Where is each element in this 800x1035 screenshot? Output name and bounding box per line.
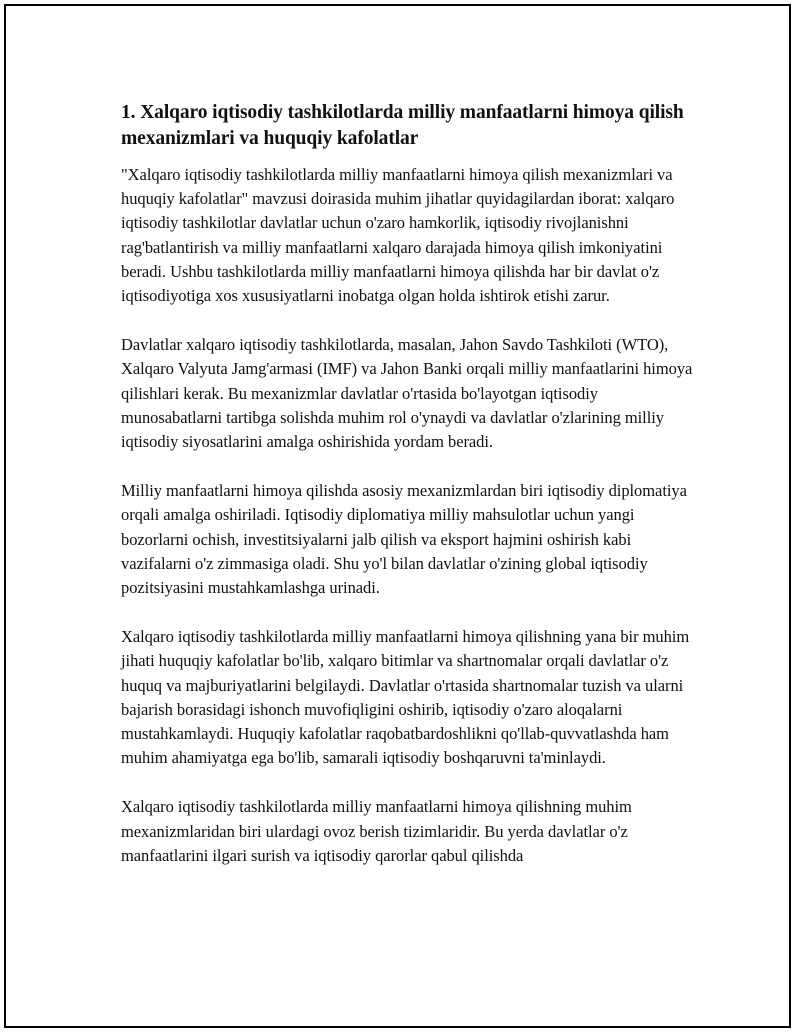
paragraph: Milliy manfaatlarni himoya qilishda asosiy mexanizmlardan biri iqtisodiy diplomatiya orqali amalga oshiriladi. Iqtisodiy diplomatiya milliy mahsulotlar uchun yangi bozorlarni ochish, investitsiyalarni jalb qilish va eksport hajmini oshirish kabi vazifalarni o'z zimmasiga oladi. Shu yo'l bilan davlatlar o'zining global iqtisodiy pozitsiyasini mustahkamlashga urinadi. bbox=[121, 481, 687, 598]
document-title: 1. Xalqaro iqtisodiy tashkilotlarda milliy manfaatlarni himoya qilish mexanizmlari va huquqiy kafolatlar bbox=[121, 102, 684, 149]
paragraph: "Xalqaro iqtisodiy tashkilotlarda milliy manfaatlarni himoya qilish mexanizmlari va huquqiy kafolatlar" mavzusi doirasida muhim jihatlar quyidagilardan iborat: xalqaro iqtisodiy tashkilotlar davlatlar uchun o'zaro hamkorlik, iqtisodiy rivojlanishni rag'batlantirish va milliy manfaatlarni xalqaro darajada himoya qilish imkoniyatini beradi. Ushbu tashkilotlarda milliy manfaatlarni himoya qilishda har bir davlat o'z iqtisodiyotiga xos xususiyatlarni inobatga olgan holda ishtirok etishi zarur. bbox=[121, 165, 675, 306]
paragraph: Xalqaro iqtisodiy tashkilotlarda milliy manfaatlarni himoya qilishning muhim mexanizmlaridan biri ulardagi ovoz berish tizimlaridir. Bu yerda davlatlar o'z manfaatlarini ilgari surish va iqtisodiy qarorlar qabul qilishda bbox=[121, 797, 632, 865]
document-body bbox=[121, 100, 701, 893]
paragraph: Xalqaro iqtisodiy tashkilotlarda milliy manfaatlarni himoya qilishning yana bir muhim jihati huquqiy kafolatlar bo'lib, xalqaro bitimlar va shartnomalar orqali davlatlar o'z huquq va majburiyatlarini belgilaydi. Davlatlar o'rtasida shartnomalar tuzish va ularni bajarish borasidagi ishonch muvofiqligini oshirib, iqtisodiy o'zaro aloqalarni mustahkamlaydi. Huquqiy kafolatlar raqobatbardoshlikni qo'llab-quvvatlashda ham muhim ahamiyatga ega bo'lib, samarali iqtisodiy boshqaruvni ta'minlaydi. bbox=[121, 627, 690, 768]
page-frame bbox=[4, 4, 791, 1028]
paragraph: Davlatlar xalqaro iqtisodiy tashkilotlarda, masalan, Jahon Savdo Tashkiloti (WTO), Xalqaro Valyuta Jamg'armasi (IMF) va Jahon Banki orqali milliy manfaatlarini himoya qilishlari kerak. Bu mexanizmlar davlatlar o'rtasida bo'layotgan iqtisodiy munosabatlarni tartibga solishda muhim rol o'ynaydi va davlatlar o'zlarining milliy iqtisodiy siyosatlarini amalga oshirishida yordam beradi. bbox=[121, 335, 693, 452]
